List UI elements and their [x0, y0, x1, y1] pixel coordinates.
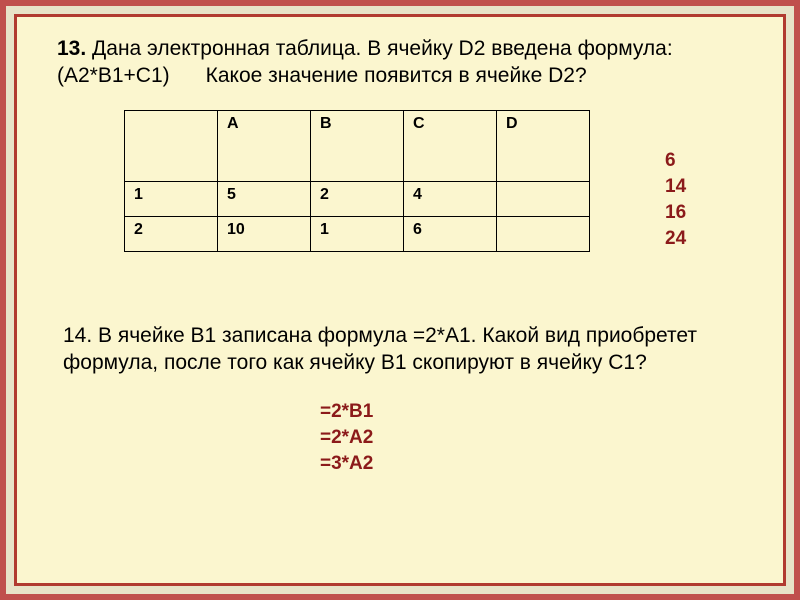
question-13-line1: [57, 35, 777, 62]
table-row: [125, 182, 590, 217]
column-header-b: B: [311, 111, 404, 182]
question-13-question: Какое значение появится в ячейке D2?: [205, 64, 587, 87]
cell-b1: 2: [311, 182, 404, 217]
question-13-formula: (A2*B1+C1): [57, 64, 170, 87]
answer-option: 14: [665, 176, 687, 197]
cell-a2: 10: [218, 217, 311, 252]
cell-a1: 5: [218, 182, 311, 217]
answer-options-13: [665, 148, 686, 252]
cell-c2: 6: [404, 217, 497, 252]
answer-option: =3*A2: [320, 453, 374, 474]
answer-option: 24: [665, 228, 687, 249]
answer-options-14: [320, 399, 373, 477]
question-13-line2: [57, 62, 777, 89]
answer-option: 6: [665, 150, 676, 171]
slide-content: [14, 14, 786, 586]
answer-option: =2*B1: [320, 401, 374, 422]
cell-c1: 4: [404, 182, 497, 217]
cell-d1: [497, 182, 590, 217]
row-header-2: 2: [125, 217, 218, 252]
question-13: [57, 35, 777, 89]
answer-option: =2*A2: [320, 427, 374, 448]
slide-outer-frame: [6, 6, 794, 594]
column-header-c: C: [404, 111, 497, 182]
spreadsheet-table: [124, 110, 590, 252]
question-13-statement: Дана электронная таблица. В ячейку D2 введена формула:: [92, 37, 673, 60]
column-header-a: A: [218, 111, 311, 182]
question-14: [63, 322, 783, 376]
corner-cell: [125, 111, 218, 182]
answer-option: 16: [665, 202, 687, 223]
cell-d2: [497, 217, 590, 252]
question-13-number: 13.: [57, 37, 87, 60]
table-header-row: [125, 111, 590, 182]
column-header-d: D: [497, 111, 590, 182]
question-14-line2: формула, после того как ячейку В1 скопируют в ячейку С1?: [63, 351, 647, 374]
table-row: [125, 217, 590, 252]
question-14-line1: 14. В ячейке В1 записана формула =2*A1. Какой вид приобретет: [63, 324, 698, 347]
row-header-1: 1: [125, 182, 218, 217]
cell-b2: 1: [311, 217, 404, 252]
